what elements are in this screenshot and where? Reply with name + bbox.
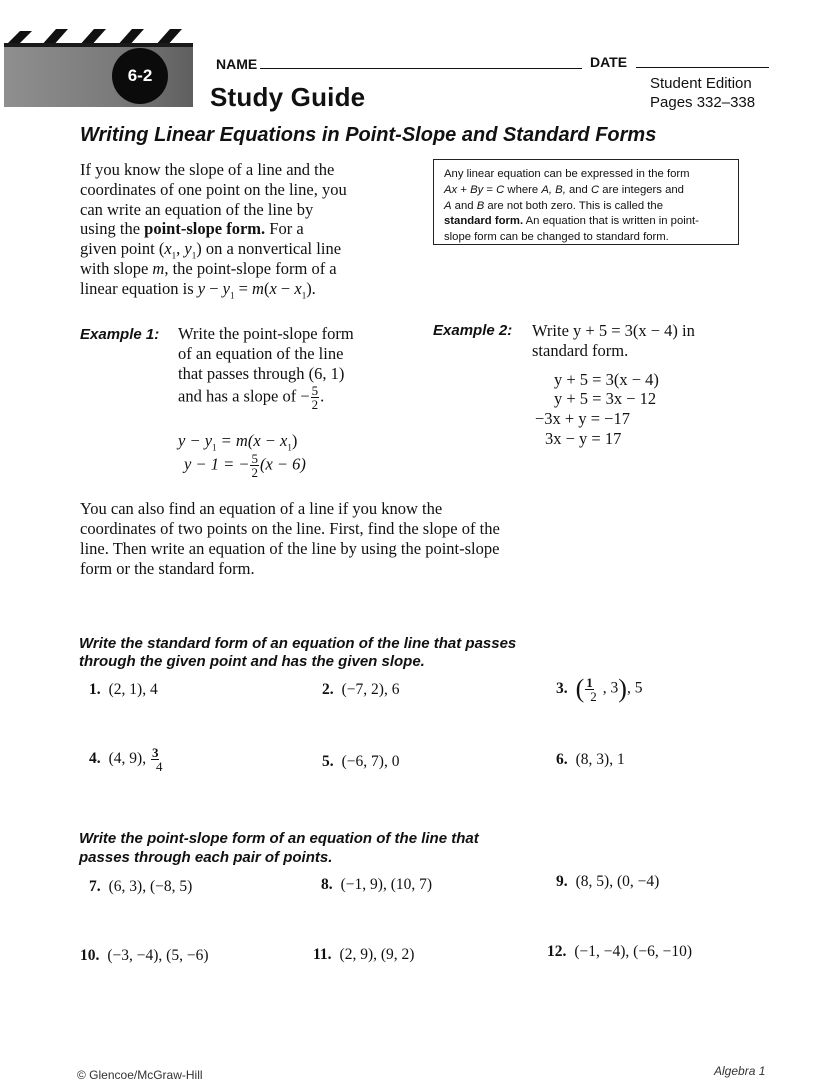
exercise-5: 5. (−6, 7), 0	[322, 753, 400, 770]
exercise-12: 12. (−1, −4), (−6, −10)	[547, 943, 692, 960]
slope-fraction: $\frac{5}{2}$	[311, 383, 319, 412]
example-1-line-2: of an equation of the line	[178, 344, 344, 363]
callout-line-2: Ax + By = C where A, B, and C are integers and	[444, 183, 684, 196]
example-2-step-1: y + 5 = 3(x − 4)	[554, 370, 659, 389]
example-1-line-4: and has a slope of − $\frac{5}{2}$ .	[178, 383, 325, 412]
footer-credit: © Glencoe/McGraw-Hill	[77, 1068, 203, 1082]
example-1-line-3: that passes through (6, 1)	[178, 364, 345, 383]
example-1-label: Example 1:	[80, 326, 160, 343]
intro-line-7: linear equation is $y - y_1 = m(x - x_1)$.	[80, 279, 316, 301]
callout-line-4: standard form. An equation that is written in point-	[444, 215, 699, 228]
date-label: DATE	[590, 54, 628, 70]
exercise-6: 6. (8, 3), 1	[556, 751, 625, 768]
lesson-heading: Writing Linear Equations in Point-Slope and Standard Forms	[80, 124, 657, 146]
exercise-8: 8. (−1, 9), (10, 7)	[321, 876, 433, 893]
intro-line-2: coordinates of one point on the line, you	[80, 180, 347, 199]
name-label: NAME	[216, 56, 258, 72]
name-field[interactable]	[260, 68, 582, 69]
page-title: Study Guide	[210, 82, 366, 112]
example-2-label: Example 2:	[433, 322, 513, 339]
example-2-step-4: 3x − y = 17	[545, 429, 622, 448]
exercise-7: 7. (6, 3), (−8, 5)	[89, 878, 193, 895]
two-points-line-3: line. Then write an equation of the line by using the point-slope	[80, 539, 500, 558]
date-field[interactable]	[636, 67, 769, 68]
exercise-2: 2. (−7, 2), 6	[322, 681, 400, 698]
edition-pages: Pages 332–338	[650, 94, 756, 111]
standard-form-callout	[433, 159, 739, 245]
section-2-instructions-2: passes through each pair of points.	[79, 849, 333, 866]
exercise-1: 1. (2, 1), 4	[89, 681, 158, 698]
callout-line-3: A and B are not both zero. This is called the	[444, 199, 663, 212]
edition-label: Student Edition	[650, 75, 752, 92]
two-points-line-4: form or the standard form.	[80, 559, 255, 578]
callout-line-1: Any linear equation can be expressed in the form	[444, 168, 690, 180]
footer-book-title: Algebra 1	[714, 1064, 766, 1078]
example-2-step-3: −3x + y = −17	[535, 409, 630, 428]
example-1-step-2: y − 1 = − $\frac{5}{2}$ (x − 6)	[184, 451, 306, 480]
example-1-step-1: $y - y_1 = m(x - x_1)$	[178, 431, 298, 453]
intro-line-3: can write an equation of the line by	[80, 200, 314, 219]
section-1-instructions-2: through the given point and has the given slope.	[79, 653, 425, 670]
section-1-instructions-1: Write the standard form of an equation of the line that passes	[79, 635, 517, 652]
exercise-4: 4. (4, 9), $\frac{3}{4}$	[89, 745, 163, 774]
point-slope-term: point-slope form.	[144, 219, 266, 238]
exercise-3: 3. ( $\frac{1}{2}$ , 3), 5	[556, 674, 643, 704]
exercise-9: 9. (8, 5), (0, −4)	[556, 873, 660, 890]
example-2-line-1: Write y + 5 = 3(x − 4) in	[532, 321, 695, 340]
two-points-line-2: coordinates of two points on the line. First, find the slope of the	[80, 519, 500, 538]
callout-line-5: slope form can be changed to standard form.	[444, 231, 669, 244]
intro-line-6: with slope m, the point-slope form of a	[80, 259, 337, 278]
lesson-number-badge: 6-2	[112, 48, 168, 104]
exercise-10: 10. (−3, −4), (5, −6)	[80, 947, 209, 964]
example-2-step-2: y + 5 = 3x − 12	[554, 389, 657, 408]
intro-line-4: using the point-slope form. For a	[80, 219, 304, 238]
section-2-instructions-1: Write the point-slope form of an equation of the line that	[79, 830, 479, 847]
intro-line-5: given point ($x_1$, $y_1$) on a nonvertical line	[80, 239, 342, 261]
example-1-line-1: Write the point-slope form	[178, 324, 354, 343]
example-2-line-2: standard form.	[532, 341, 629, 360]
two-points-line-1: You can also find an equation of a line if you know the	[80, 499, 443, 518]
intro-line-1: If you know the slope of a line and the	[80, 160, 335, 179]
exercise-11: 11. (2, 9), (9, 2)	[313, 946, 415, 963]
